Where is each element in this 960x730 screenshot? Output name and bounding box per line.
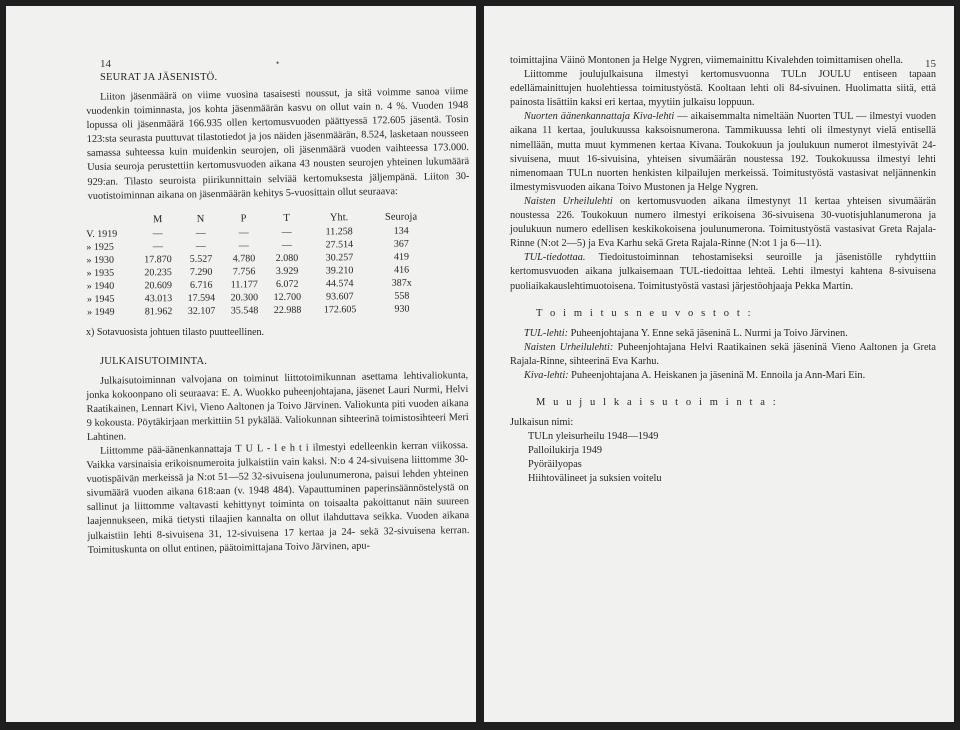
paragraph-naisten-urheilulehti — [510, 195, 936, 251]
page-mark: • — [276, 58, 280, 68]
table-cell: 367 — [393, 238, 409, 250]
table-cell: 134 — [393, 225, 409, 237]
table-header-cell: Yht. — [329, 211, 349, 223]
right-page — [484, 6, 954, 722]
table-header-cell: M — [152, 213, 163, 225]
table-cell: » 1949 — [86, 306, 115, 318]
table-cell: 2.080 — [275, 252, 299, 264]
table-cell: — — [238, 240, 249, 252]
paragraph-kiva-lehti — [510, 110, 936, 195]
paragraph-committee: Julkaisutoiminnan valvojana on toiminut liittotoimikunnan asettama lehtivaliokunta, jonka kokoonpano oli seuraava: E. A. Wuokko puheenjohtajana, jäsenet Lauri Nurmi, Helvi Raatikainen, Lennart Kivi, Vieno Aaltonen ja Toivo Järvinen. Valiokunta piti vuoden aikana 9 kokousta. Pöytäkirjaan merkittiin 51 pykälää. Valiokunnan sihteerinä toimistosihteeri Meri Lahtinen. — [86, 369, 469, 444]
section-heading-editorial-boards: T o i m i t u s n e u v o s t o t : — [536, 307, 754, 319]
table-cell: 11.258 — [325, 225, 353, 238]
left-page — [6, 6, 476, 722]
table-header-cell: N — [196, 213, 205, 225]
table-cell: 44.574 — [325, 277, 354, 290]
table-cell: 39.210 — [325, 264, 354, 277]
paragraph-editors: toimittajina Väinö Montonen ja Helge Nygren, viimemainittu Kivalehden toimittamisen ohella. — [510, 55, 904, 66]
table-cell: — — [281, 226, 292, 238]
table-cell: 32.107 — [187, 305, 216, 317]
paragraph-joulu: Liittomme joulujulkaisuna ilmestyi kertomusvuonna TULn JOULU entiseen tapaan edellämainittujen huolehtiessa toimitustyöstä. Kooltaan lehti oli 84-sivuinen. Huolimatta siitä, että painosta lisättiin kaksi eri kertaa, myytiin julkaisu loppuun. — [510, 69, 936, 109]
table-cell: 22.988 — [273, 304, 302, 316]
table-cell: 43.013 — [144, 292, 173, 305]
table-cell: 20.300 — [230, 291, 259, 304]
list-item: Hiihtovälineet ja suksien voitelu — [528, 472, 662, 484]
table-cell: 416 — [394, 264, 410, 276]
board-kiva-text: Puheenjohtajana A. Heiskanen ja jäseninä M. Ennoila ja Ann-Mari Ein. — [568, 369, 866, 381]
table-cell: 6.716 — [189, 279, 213, 291]
membership-table — [86, 208, 433, 319]
board-naisten-title: Naisten Urheilulehti: — [524, 341, 614, 353]
list-item: Pyöräilyopas — [528, 458, 582, 470]
publication-list — [510, 416, 936, 486]
table-header-cell: P — [240, 212, 247, 224]
table-cell: 387x — [391, 277, 412, 289]
table-cell: 20.609 — [144, 279, 173, 292]
table-cell: 11.177 — [230, 278, 258, 291]
table-cell: 7.756 — [232, 265, 256, 278]
table-cell: 172.605 — [323, 303, 357, 316]
paragraph-board-naisten — [510, 341, 936, 369]
naisten-urheilulehti-text: on kertomusvuoden aikana ilmestynyt 11 kertaa yhteisen sivumäärän noustessa 226. Toukokuun numero ilmestyi erikoisena 36-sivuisena 30-vuotisjuhlanumerona ja joulukuun numero edellisen keskikokoisena joulunumerona. Toimitustyöstä vastasivat Greta Rajala-Rinne (N:ot 2—5) ja Eva Karhu sekä Greta Rajala-Rinne (N:ot 1 ja 6—11). — [510, 195, 937, 250]
table-cell: 17.870 — [144, 253, 172, 266]
board-tul-lehti-text: Puheenjohtajana Y. Enne sekä jäseninä L. Nurmi ja Toivo Järvinen. — [568, 327, 848, 339]
list-item: Palloilukirja 1949 — [528, 444, 603, 456]
board-naisten-text: Puheenjohtajana Helvi Raatikainen sekä jäseninä Vieno Aaltonen ja Greta Rajala-Rinne, sihteerinä Eva Karhu. — [510, 341, 936, 367]
table-cell: 17.594 — [187, 292, 216, 304]
table-header-cell: Seuroja — [384, 210, 418, 223]
table-cell: — — [152, 227, 163, 240]
table-cell: 93.607 — [326, 290, 354, 303]
naisten-urheilulehti-title: Naisten Urheilulehti — [524, 195, 613, 207]
table-cell: — — [281, 239, 292, 251]
table-cell: 3.929 — [275, 265, 299, 277]
table-header-cell — [86, 211, 136, 228]
tul-tiedottaa-text: Tiedoitustoiminnan tehostamiseksi seuroille ja jäsenistölle ryhdyttiin kertomusvuoden aikana julkaisemaan TUL-tiedoittaa lehteä. Lehti ilmestyi kahtena 8-sivuisena puoliaikakauslehtimuotoisena. Toimitustyöstä vastasi järjestöohjaaja Pekka Martin. — [510, 252, 936, 292]
table-header-cell: T — [283, 212, 290, 224]
table-cell: 558 — [394, 290, 410, 302]
kiva-lehti-title: Nuorten äänenkannattaja Kiva-lehti — [524, 111, 675, 123]
paragraph-membership: Liiton jäsenmäärä on viime vuosina tasaisesti noussut, ja sitä voimme sanoa viime vuodenkin toiminnasta, jos kohta jäsenmäärän kasvu on ollut vain n. 4 %. Vuoden 1948 lopussa oli jäsenmäärä 166.935 ollen kertomusvuoden päättyessä 172.605 jäsentä. Tosin 123:sta seurasta puuttuvat tilastotiedot ja jos näiden jäsenmäärän, 8.524, lasketaan nousseen samassa suhteessa kuin muidenkin seurojen, oli jäsenmäärä vuoden vaihteessa 173.000. Uusia seuroja perustettiin kertomusvuoden aikana 43 nousten seurojen yhteinen lukumäärä 929:an. Tilasto seuroista piirikunnittain selviää kertomuksesta jäljempänä. Liiton 30-vuotistoiminnan aikana on jäsenmäärän kehitys 5-vuosittain ollut seuraava: — [86, 85, 470, 202]
kiva-lehti-text: — aikaisemmalta nimeltään Nuorten TUL — ilmestyi vuoden aikana 11 kertaa, joulukuussa kaksoisnumerona. Tammikuussa lehti oli ilmestynyt vielä entisellä nimellään, mutta muut kymmenen kertaa Kivana. Toukokuun ja joulukuun numerot ilmestyivät 24-sivuisena, muut 16-sivuisina, yhteisen sivumäärän noustessa 192. Toukokuussa ilmestyi lehti nimenomaan TULn nuorten henkisten kilpailujen merkeissä. Toimitustyöstä vastasivat neljännenkin ilmestymisvuoden aikana Toivo Mustonen ja Helge Nygren. — [510, 111, 936, 193]
table-cell: 4.780 — [232, 252, 256, 265]
paragraph-tul-tiedottaa — [510, 251, 936, 293]
paragraph-board-kiva — [510, 369, 936, 383]
table-cell: 5.527 — [189, 253, 213, 265]
table-cell: 930 — [394, 303, 410, 315]
section-heading-membership: SEURAT JA JÄSENISTÖ. — [100, 72, 218, 83]
table-cell: » 1930 — [86, 254, 115, 266]
table-cell: 81.962 — [144, 305, 173, 318]
table-cell: 12.700 — [273, 291, 302, 303]
table-cell: V. 1919 — [86, 228, 118, 240]
tul-tiedottaa-title: TUL-tiedottaa. — [524, 252, 586, 264]
table-footnote: x) Sotavuosista johtuen tilasto puutteellinen. — [86, 326, 265, 338]
board-tul-lehti-title: TUL-lehti: — [524, 327, 569, 339]
section-heading-other-publications: M u u j u l k a i s u t o i m i n t a : — [536, 396, 779, 408]
board-kiva-title: Kiva-lehti: — [524, 369, 569, 381]
table-cell: 6.072 — [275, 278, 299, 290]
table-cell: 27.514 — [325, 238, 354, 251]
table-cell: » 1945 — [86, 293, 115, 305]
publication-list-intro: Julkaisun nimi: — [510, 416, 574, 428]
table-cell: — — [152, 240, 163, 253]
table-row — [87, 302, 433, 319]
table-cell: 20.235 — [144, 266, 172, 279]
table-cell: 7.290 — [189, 266, 213, 278]
table-cell: » 1940 — [86, 280, 115, 292]
page-number-left: 14 — [100, 58, 111, 70]
table-cell: » 1935 — [86, 267, 115, 279]
paragraph-tul-lehti: Liittomme pää-äänenkannattaja T U L - l e h t i ilmestyi edelleenkin kerran viikossa. Vaikka varsinaisia erikoisnumeroita julkaistiin vain kaksi. N:o 4 24-sivuisena liittomme 30-vuotispäivän merkeissä ja N:ot 51—52 32-sivuisena joulunumerona, paisui lehden yhteinen sivumäärä vuoden aikana 618:aan (v. 1948 484). Vapauttuminen paperinsäännöstelystä on sallinut ja liittomme valtavasti kehittynyt toiminta on toisaalta pakoittanut näin suureen laajennukseen, mikä tietysti tilaajien kannalta on ollut ilahduttava seikka. Vuoden aikana julkaistiin lehti 8-sivuisena 31, 12-sivuisena 17 kertaa ja 24- sekä 32-sivuisena kerran. Toimituskunta on ollut entinen, päätoimittajana Toivo Järvinen, apu- — [86, 440, 470, 556]
table-cell: » 1925 — [86, 241, 114, 253]
page-number-right: 15 — [925, 58, 936, 70]
table-cell: 419 — [393, 251, 410, 263]
section-heading-publications: JULKAISUTOIMINTA. — [100, 355, 208, 367]
table-cell: — — [195, 240, 206, 252]
table-cell: — — [238, 227, 249, 239]
table-cell: 35.548 — [230, 304, 259, 317]
list-item: TULn yleisurheilu 1948—1949 — [528, 430, 659, 442]
table-cell: — — [195, 227, 206, 239]
table-cell: 30.257 — [325, 251, 354, 264]
paragraph-board-tul-lehti — [510, 327, 936, 341]
